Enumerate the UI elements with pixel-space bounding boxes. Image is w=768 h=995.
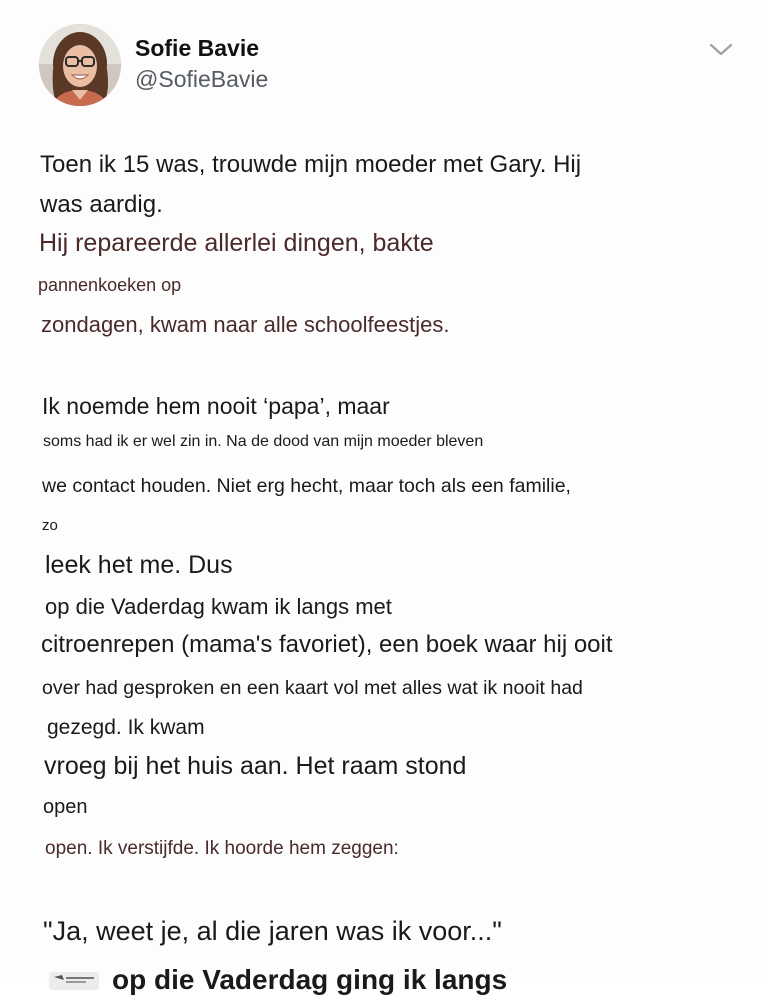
- tweet-line: Ik noemde hem nooit ‘papa’, maar: [42, 393, 390, 419]
- tweet-line: pannenkoeken op: [38, 275, 182, 295]
- tweet-line: Toen ik 15 was, trouwde mijn moeder met Gary. Hij: [40, 151, 582, 178]
- avatar[interactable]: [39, 24, 121, 106]
- tweet-line: gezegd. Ik kwam: [47, 716, 205, 739]
- translate-badge-icon: [48, 968, 100, 990]
- more-options-button[interactable]: [706, 38, 736, 62]
- tweet-line: open. Ik verstijfde. Ik hoorde hem zeggen:: [45, 838, 399, 859]
- tweet-line: op die Vaderdag ging ik langs: [112, 964, 508, 995]
- user-handle[interactable]: @SofieBavie: [135, 66, 269, 92]
- tweet-line: soms had ik er wel zin in. Na de dood van mijn moeder bleven: [43, 433, 484, 450]
- tweet-line: open: [43, 796, 88, 818]
- tweet-line: we contact houden. Niet erg hecht, maar toch als een familie,: [42, 475, 571, 497]
- tweet-line: over had gesproken en een kaart vol met alles wat ik nooit had: [42, 677, 583, 699]
- chevron-down-icon: [706, 38, 736, 62]
- tweet-line: zondagen, kwam naar alle schoolfeestjes.: [41, 312, 450, 337]
- tweet-line: citroenrepen (mama's favoriet), een boek waar hij ooit: [41, 631, 613, 658]
- tweet-line: was aardig.: [40, 191, 163, 218]
- tweet-line: vroeg bij het huis aan. Het raam stond: [44, 752, 467, 780]
- tweet-line: zo: [42, 517, 58, 534]
- tweet-line: Hij repareerde allerlei dingen, bakte: [39, 229, 434, 257]
- avatar-photo: [39, 24, 121, 106]
- user-display-name[interactable]: Sofie Bavie: [135, 35, 259, 61]
- tweet-line: op die Vaderdag kwam ik langs met: [45, 594, 392, 619]
- tweet-line: "Ja, weet je, al die jaren was ik voor...": [43, 916, 502, 946]
- tweet-line: leek het me. Dus: [45, 551, 233, 579]
